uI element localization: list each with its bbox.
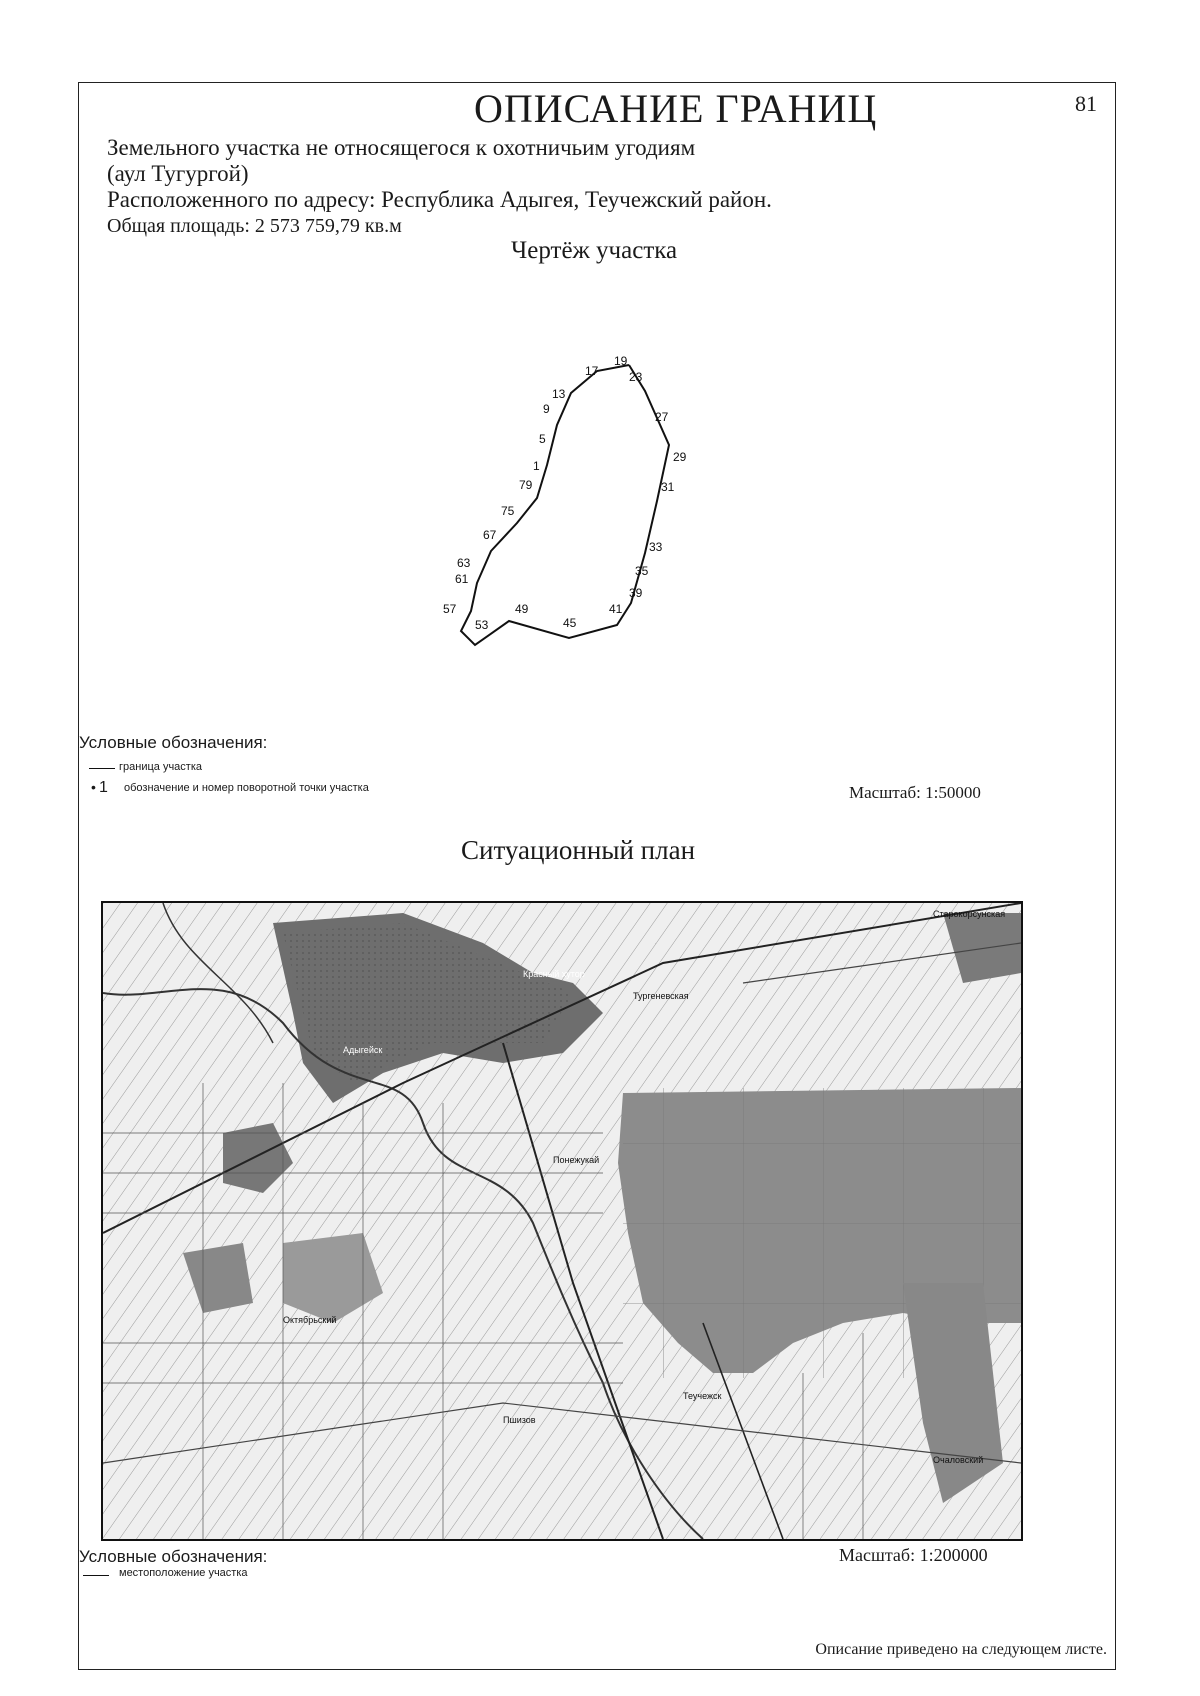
document-sheet (78, 82, 1116, 1670)
page-number: 81 (1075, 91, 1097, 116)
boundary-point-label: 75 (501, 504, 515, 518)
boundary-point-label: 17 (585, 364, 599, 378)
legend-location-label: местоположение участка (119, 1567, 248, 1579)
situation-plan-title: Ситуационный план (461, 835, 696, 865)
point-symbol-number: 1 (99, 779, 108, 796)
parcel-locality: (аул Тугургой) (107, 161, 249, 186)
boundary-point-label: 45 (563, 616, 577, 630)
boundary-point-label: 33 (649, 540, 663, 554)
drawing-title: Чертёж участка (511, 237, 678, 264)
map-label: Адыгейск (343, 1045, 383, 1055)
boundary-point-label: 57 (443, 602, 457, 616)
legend-boundary-label: граница участка (119, 761, 202, 773)
parcel-area: Общая площадь: 2 573 759,79 кв.м (107, 215, 402, 237)
boundary-point-label: 63 (457, 556, 471, 570)
boundary-point-label: 5 (539, 432, 546, 446)
drawing-scale: Масштаб: 1:50000 (849, 783, 981, 802)
parcel-boundary-line (461, 365, 669, 645)
boundary-point-label: 53 (475, 618, 489, 632)
boundary-point-label: 27 (655, 410, 669, 424)
map-label: Красный хутор (523, 969, 585, 979)
map-label: Пшизов (503, 1415, 536, 1425)
map-label: Понежукай (553, 1155, 600, 1165)
situation-plan-map (101, 901, 1023, 1541)
location-line-symbol (83, 1575, 109, 1576)
boundary-line-symbol (89, 768, 115, 769)
parcel-address: Расположенного по адресу: Республика Адыгея, Теучежский район. (107, 187, 772, 212)
boundary-point-label: 13 (552, 387, 566, 401)
boundary-point-label: 19 (614, 354, 628, 368)
plan-legend-title: Условные обозначения: (79, 1547, 268, 1566)
situation-map-graphic (103, 903, 1021, 1539)
boundary-point-label: 49 (515, 602, 529, 616)
boundary-point-label: 29 (673, 450, 687, 464)
plan-scale: Масштаб: 1:200000 (839, 1545, 988, 1565)
legend-point-label: обозначение и номер поворотной точки участка (124, 782, 369, 794)
parcel-boundary-drawing (419, 353, 739, 683)
point-symbol-icon: • (91, 779, 96, 795)
map-label: Очаловский (933, 1455, 984, 1465)
document-title: ОПИСАНИЕ ГРАНИЦ (474, 86, 878, 131)
footer-note: Описание приведено на следующем листе. (815, 1641, 1107, 1658)
boundary-point-label: 35 (635, 564, 649, 578)
drawing-legend-title: Условные обозначения: (79, 733, 268, 752)
boundary-point-label: 67 (483, 528, 497, 542)
boundary-point-label: 61 (455, 572, 469, 586)
boundary-point-label: 1 (533, 459, 540, 473)
parcel-description: Земельного участка не относящегося к охотничьим угодиям (107, 135, 696, 160)
map-label: Старокорсунская (933, 909, 1006, 919)
boundary-point-label: 79 (519, 478, 533, 492)
map-label: Тургеневская (633, 991, 689, 1001)
map-label: Теучежск (683, 1391, 722, 1401)
boundary-point-label: 31 (661, 480, 675, 494)
boundary-point-label: 23 (629, 370, 643, 384)
map-label: Октябрьский (283, 1315, 337, 1325)
boundary-point-label: 41 (609, 602, 623, 616)
boundary-point-label: 9 (543, 402, 550, 416)
boundary-point-label: 39 (629, 586, 643, 600)
